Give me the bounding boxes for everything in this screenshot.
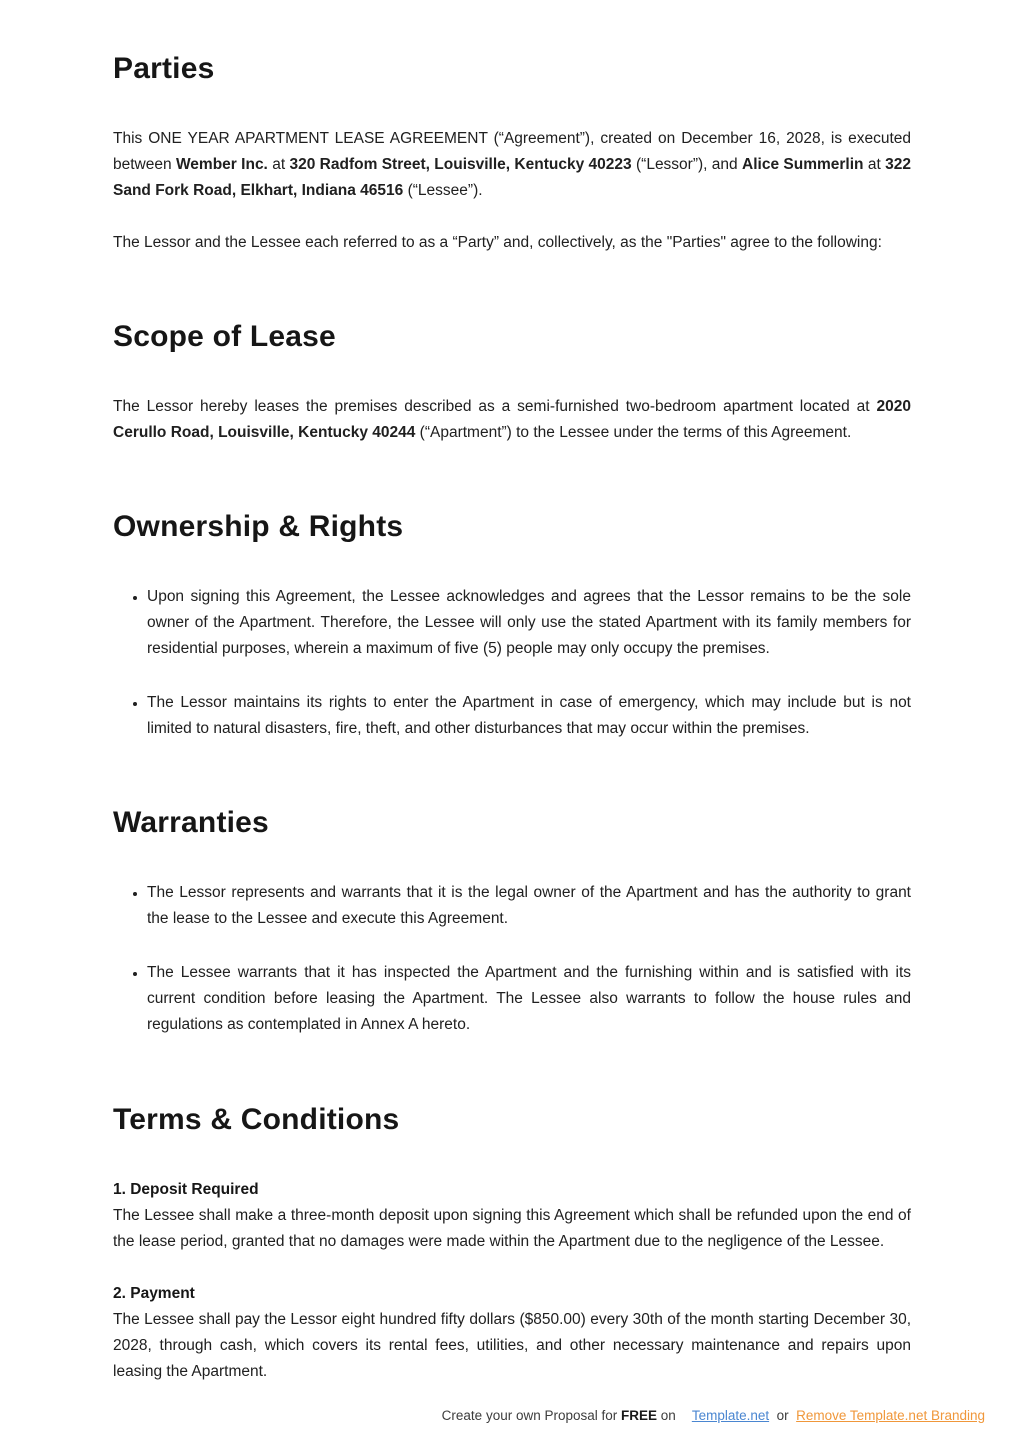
text-run: The Lessor represents and warrants that it is the legal owner of the Apartment and has the authority to grant the lease to the Lessee and execute this Agreement. (147, 884, 911, 928)
paragraph (113, 230, 911, 256)
paragraph (113, 1203, 911, 1255)
text-run: The Lessor and the Lessee each referred to as a “Party” and, collectively, as the "Parties" agree to the following: (113, 234, 882, 252)
text-run: The Lessee shall make a three-month deposit upon signing this Agreement which shall be refunded upon the end of the lease period, granted that no damages were made within the Apartment due to the negligence of the Lessee. (113, 1206, 911, 1250)
section-parties (113, 52, 911, 256)
subheading: 2. Payment (113, 1284, 195, 1302)
paragraph (113, 1307, 911, 1385)
text-run: (“Lessee”). (403, 182, 483, 200)
section-terms-conditions (113, 1103, 911, 1385)
text-run: at (863, 156, 886, 174)
text-run: 320 Radfom Street, Louisville, Kentucky 40223 (289, 156, 632, 174)
section-scope-of-lease (113, 320, 911, 446)
text-run: 322 Sand Fork Road, Elkhart, Indiana 46516 (113, 156, 911, 200)
bullet-item (147, 880, 911, 932)
subheading: 1. Deposit Required (113, 1180, 259, 1198)
section-heading: Parties (113, 52, 215, 85)
footer-free-label: FREE (621, 1407, 658, 1423)
section-heading: Scope of Lease (113, 320, 336, 354)
section-heading: Terms & Conditions (113, 1102, 400, 1136)
section-heading: Ownership & Rights (113, 510, 404, 544)
text-run: The Lessor maintains its rights to enter the Apartment in case of emergency, which may include but is not limited to natural disasters, fire, theft, and other disturbances that may occur within the premises. (147, 694, 911, 738)
footer-text-or: or (769, 1407, 797, 1423)
text-run: This ONE YEAR APARTMENT LEASE AGREEMENT (“Agreement”), created on December 16, 2028, is executed between (113, 130, 911, 174)
section-ownership-rights (113, 510, 911, 742)
section-heading: Warranties (113, 806, 269, 840)
bullet-item (147, 960, 911, 1038)
footer (0, 1394, 1024, 1446)
sections-container (113, 52, 911, 1385)
template-net-link[interactable]: Template.net (691, 1407, 770, 1423)
footer-text-on: on (657, 1407, 676, 1423)
bullet-list (113, 880, 911, 1038)
bullet-item (147, 584, 911, 662)
text-run: (“Lessor”), and (631, 156, 743, 174)
text-run: Upon signing this Agreement, the Lessee acknowledges and agrees that the Lessor remains to be the sole owner of the Apartment. Therefore, the Lessee will only use the stated Apartment with its family members for residential purposes, wherein a maximum of five (5) people may only occupy the premises. (147, 588, 911, 658)
text-run: The Lessor hereby leases the premises described as a semi-furnished two-bedroom apartment located at (113, 398, 877, 416)
text-run: Alice Summerlin (742, 156, 864, 174)
remove-branding-link[interactable]: Remove Template.net Branding (796, 1407, 985, 1423)
footer-text-prefix: Create your own Proposal for (441, 1407, 622, 1423)
paragraph (113, 394, 911, 446)
text-run: at (267, 156, 290, 174)
text-run: Wember Inc. (175, 156, 268, 174)
text-run: The Lessee warrants that it has inspected the Apartment and the furnishing within and is satisfied with its current condition before leasing the Apartment. The Lessee also warrants to follow the house rules and regulations as contemplated in Annex A hereto. (147, 964, 911, 1034)
text-run: (“Apartment”) to the Lessee under the terms of this Agreement. (415, 424, 852, 442)
section-warranties (113, 806, 911, 1038)
text-run: 2020 Cerullo Road, Louisville, Kentucky 40244 (113, 398, 911, 442)
bullet-list (113, 584, 911, 742)
paragraph (113, 126, 911, 204)
bullet-item (147, 690, 911, 742)
text-run: The Lessee shall pay the Lessor eight hundred fifty dollars ($850.00) every 30th of the month starting December 30, 2028, through cash, which covers its rental fees, utilities, and other necessary maintenance and repairs upon leasing the Apartment. (113, 1310, 911, 1380)
